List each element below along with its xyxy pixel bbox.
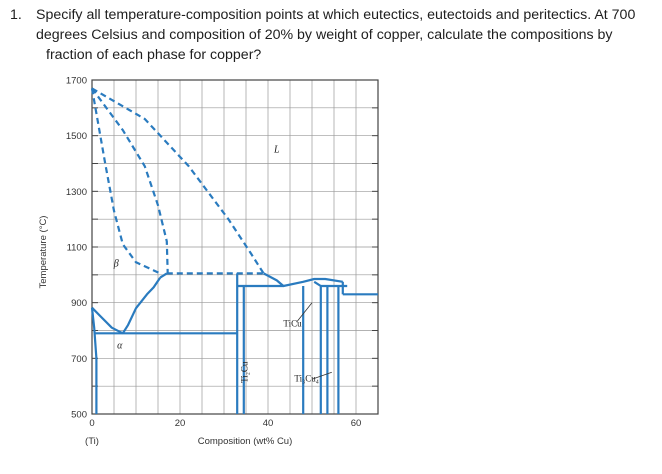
question-number: 1.: [10, 7, 22, 23]
y-tick-label: 1100: [66, 242, 87, 254]
x-tick-label: 60: [350, 418, 362, 429]
y-tick-label: 1500: [65, 131, 87, 143]
y-tick-label: 500: [71, 409, 87, 421]
phase-boundary-beta-solvus: [123, 278, 160, 334]
phase-boundary-eutectic-isotherm-dashed-end: [160, 273, 167, 277]
phase-boundary-beta-transus: [92, 308, 123, 334]
y-tick-label: 700: [71, 353, 87, 365]
question-line-2: degrees Celsius and composition of 20% by weight of copper, calculate the compositions by: [36, 27, 613, 43]
question-line-1: Specify all temperature-composition points at which eutectics, eutectoids and peritectics. At 700: [36, 7, 636, 23]
x-tick-label: 0: [89, 418, 95, 429]
y-axis-title: Temperature (°C): [38, 215, 49, 289]
phase-boundary-dashed-solidus-beta: [92, 88, 160, 273]
phase-label: α: [117, 340, 123, 352]
phase-boundary-liquidus-to-TiCu: [264, 273, 343, 286]
x-sub-label-ti: (Ti): [85, 436, 99, 447]
question-line-3: fraction of each phase for copper?: [46, 47, 262, 63]
phase-label: L: [274, 144, 280, 156]
compound-label: TiCu: [283, 318, 302, 329]
phase-boundary-dashed-liquidus-L: [92, 88, 264, 273]
phase-boundary-alpha-solvus: [92, 308, 96, 414]
y-tick-label: 900: [71, 298, 87, 310]
y-tick-label: 1700: [65, 75, 87, 87]
compound-label: Ti₃Cu₄: [294, 373, 319, 384]
phase-boundary-dashed-liquidus-beta-left: [92, 88, 168, 273]
phase-label: β: [113, 258, 119, 270]
x-tick-label: 40: [262, 418, 274, 429]
x-tick-label: 20: [174, 418, 186, 429]
phase-boundary-TiCu-right: [314, 282, 321, 414]
compound-label-ti2cu: Ti₂Cu: [239, 361, 250, 383]
x-axis-title: Composition (wt% Cu): [197, 436, 293, 447]
y-tick-label: 1300: [65, 186, 87, 198]
